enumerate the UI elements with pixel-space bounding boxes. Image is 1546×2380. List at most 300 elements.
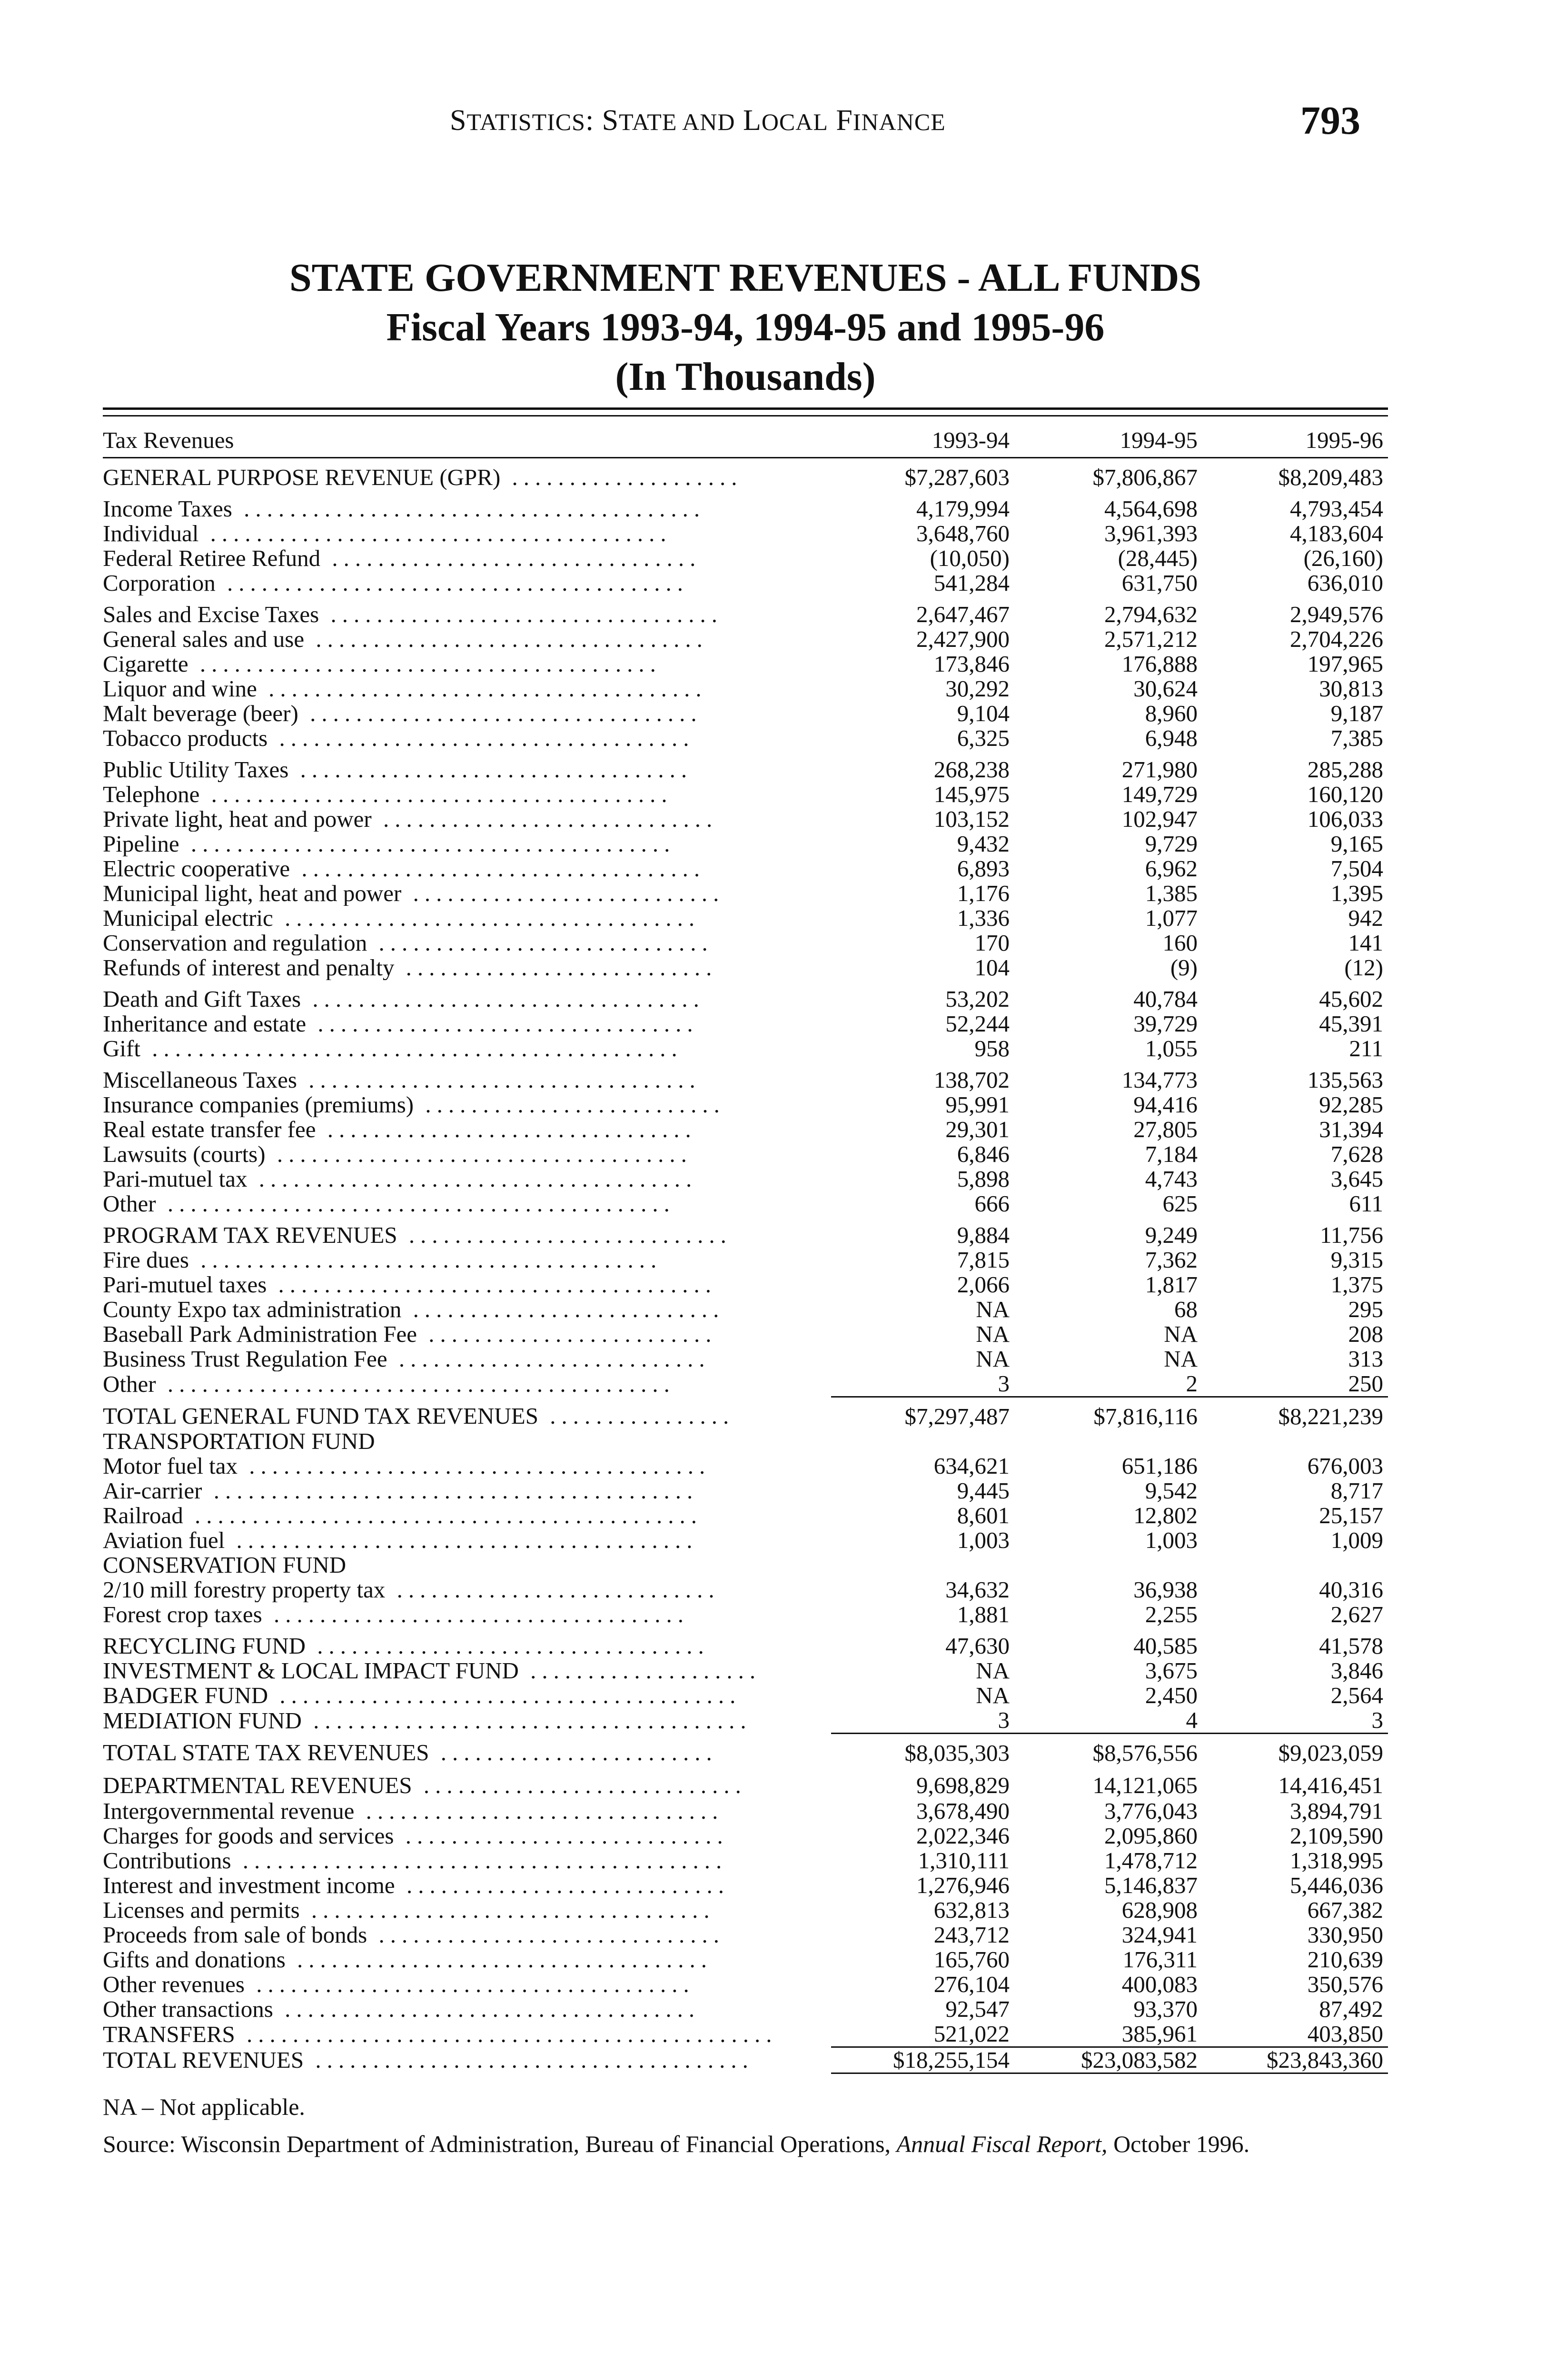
row-value-1993-94: 6,846: [957, 1141, 1010, 1167]
table-row: [103, 1708, 1388, 1734]
row-value-1993-94: $8,035,303: [904, 1740, 1010, 1766]
row-value-1994-95: 625: [1162, 1190, 1198, 1217]
row-value-1993-94: 138,702: [933, 1067, 1010, 1093]
row-value-1995-96: 942: [1348, 905, 1383, 931]
leader-dots: ...........................: [394, 955, 718, 980]
table-row: [103, 521, 1388, 546]
row-value-1995-96: 2,109,590: [1290, 1823, 1383, 1849]
row-value-1995-96: 3: [1198, 1708, 1388, 1734]
row-label-text: Forest crop taxes: [103, 1602, 262, 1627]
row-value-1994-95: 2,794,632: [1104, 601, 1198, 627]
table-row: [103, 1528, 1388, 1553]
row-value-1993-94: 34,632: [945, 1577, 1010, 1603]
table-row: [103, 1848, 1388, 1873]
row-value-1994-95: 631,750: [1121, 570, 1198, 596]
row-value-1995-96: 7,385: [1330, 725, 1383, 751]
row-value-1994-95: $23,083,582: [1010, 2047, 1198, 2073]
row-label: [103, 701, 831, 726]
row-value-1993-94: 9,884: [957, 1222, 1010, 1248]
column-header-year: 1993-94: [831, 424, 1010, 458]
title-line-1: STATE GOVERNMENT REVENUES - ALL FUNDS: [289, 256, 1202, 300]
row-value-1994-95: 324,941: [1121, 1922, 1198, 1948]
table-row: [103, 546, 1388, 571]
leader-dots: ..................................: [304, 627, 708, 652]
row-label-text: Business Trust Regulation Fee: [103, 1347, 387, 1371]
row-value-1994-95: 176,888: [1121, 651, 1198, 677]
row-label: [103, 1873, 831, 1898]
running-head-part: F: [828, 104, 853, 137]
leader-dots: ...........................: [387, 1347, 711, 1371]
row-value-1995-96: 4,793,454: [1290, 496, 1383, 522]
row-value-1994-95: 4: [1010, 1708, 1198, 1734]
row-label-text: TOTAL STATE TAX REVENUES: [103, 1739, 429, 1765]
leader-dots: ....................: [518, 1658, 762, 1683]
row-value-1993-94: [831, 1429, 1010, 1454]
row-label: [103, 1012, 831, 1036]
row-label: [103, 931, 831, 955]
row-value-1995-96: (12): [1344, 954, 1383, 981]
row-label-text: Public Utility Taxes: [103, 756, 289, 782]
table-row: [103, 1972, 1388, 1997]
running-head: [450, 104, 946, 138]
column-header-year: 1994-95: [1010, 424, 1198, 458]
row-value-1995-96: 611: [1349, 1190, 1383, 1217]
row-value-1995-96: 1,318,995: [1290, 1847, 1383, 1874]
row-value-1993-94: 170: [974, 930, 1010, 956]
row-value-1994-95: NA: [1164, 1346, 1198, 1372]
row-label-text: Other: [103, 1371, 156, 1397]
row-value-1995-96: [1198, 1553, 1388, 1577]
row-value-1995-96: 8,717: [1330, 1478, 1383, 1504]
source-title: Annual Fiscal Report,: [896, 2131, 1108, 2157]
row-label: [103, 1528, 831, 1553]
running-head-part: TATISTICS: [466, 109, 585, 135]
row-value-1994-95: 39,729: [1133, 1011, 1198, 1037]
row-label: [103, 1848, 831, 1873]
row-value-1993-94: 104: [974, 954, 1010, 981]
table-row: [103, 906, 1388, 931]
row-label: [103, 1947, 831, 1972]
row-value-1993-94: 6,893: [957, 855, 1010, 882]
row-value-1994-95: 134,773: [1121, 1067, 1198, 1093]
row-label-text: Refunds of interest and penalty: [103, 955, 395, 980]
leader-dots: ...........................: [401, 881, 725, 906]
row-label-text: Sales and Excise Taxes: [103, 601, 319, 627]
table-row: [103, 980, 1388, 1012]
table-row: [103, 807, 1388, 832]
row-label-text: Real estate transfer fee: [103, 1117, 316, 1142]
row-value-1995-96: 210,639: [1307, 1946, 1383, 1973]
table-row: [103, 1371, 1388, 1397]
row-label: [103, 595, 831, 627]
row-value-1994-95: 1,003: [1145, 1527, 1198, 1553]
row-label: [103, 1092, 831, 1117]
table-row: [103, 881, 1388, 906]
row-value-1995-96: $8,209,483: [1278, 464, 1383, 490]
row-value-1995-96: 40,316: [1319, 1577, 1383, 1603]
table-row: [103, 701, 1388, 726]
table-row: [103, 782, 1388, 807]
row-value-1994-95: 2,571,212: [1104, 626, 1198, 652]
leader-dots: ................: [538, 1403, 735, 1429]
row-value-1993-94: 1,310,111: [918, 1847, 1010, 1874]
row-value-1994-95: [1010, 1429, 1198, 1454]
page-number: 793: [1300, 99, 1360, 143]
row-label-text: Railroad: [103, 1503, 183, 1528]
row-value-1993-94: NA: [976, 1296, 1010, 1322]
source-prefix: Source: Wisconsin Department of Administration, Bureau of Financial Operations,: [103, 2131, 897, 2157]
row-value-1993-94: 2,427,900: [916, 626, 1010, 652]
row-value-1994-95: 2,095,860: [1104, 1823, 1198, 1849]
leader-dots: ................................: [316, 1117, 697, 1142]
row-label-text: Conservation and regulation: [103, 931, 367, 955]
row-label: [103, 2047, 831, 2073]
leader-dots: ........................................: [232, 496, 706, 521]
row-label: [103, 1322, 831, 1347]
table-row: [103, 1824, 1388, 1848]
row-label: [103, 1167, 831, 1191]
row-value-1994-95: 9,249: [1145, 1222, 1198, 1248]
table-row: [103, 832, 1388, 856]
table-row: [103, 1577, 1388, 1602]
row-value-1993-94: 52,244: [945, 1011, 1010, 1037]
row-value-1994-95: $7,806,867: [1092, 464, 1198, 490]
row-value-1993-94: 632,813: [933, 1897, 1010, 1923]
leader-dots: ...............................: [354, 1799, 724, 1824]
table-row: [103, 2022, 1388, 2047]
leader-dots: ............................: [385, 1577, 720, 1602]
row-value-1995-96: 9,315: [1330, 1247, 1383, 1273]
row-value-1995-96: 45,391: [1319, 1011, 1383, 1037]
row-value-1993-94: 634,621: [933, 1453, 1010, 1479]
row-value-1994-95: 5,146,837: [1104, 1872, 1198, 1898]
row-value-1995-96: [1198, 1429, 1388, 1454]
row-label-text: Death and Gift Taxes: [103, 986, 301, 1012]
row-value-1994-95: 14,121,065: [1092, 1772, 1198, 1798]
row-label-text: 2/10 mill forestry property tax: [103, 1577, 386, 1602]
row-label: [103, 782, 831, 807]
row-value-1995-96: 11,756: [1320, 1222, 1383, 1248]
row-value-1995-96: 45,602: [1319, 986, 1383, 1012]
row-label-text: Municipal electric: [103, 906, 273, 931]
leader-dots: ..................................: [301, 986, 705, 1012]
row-label: [103, 1683, 831, 1708]
row-label: [103, 881, 831, 906]
row-value-1994-95: 628,908: [1121, 1897, 1198, 1923]
row-label: [103, 856, 831, 881]
row-value-1994-95: 2: [1010, 1371, 1198, 1397]
row-label-text: Miscellaneous Taxes: [103, 1067, 297, 1092]
row-label: [103, 1602, 831, 1627]
column-header-year: 1995-96: [1198, 424, 1388, 458]
row-value-1993-94: 2,066: [957, 1271, 1010, 1298]
row-label-text: MEDIATION FUND: [103, 1708, 302, 1734]
title-line-3: (In Thousands): [615, 355, 876, 399]
running-head-part: OCAL: [761, 109, 828, 135]
leader-dots: .........................: [417, 1322, 717, 1347]
row-value-1994-95: 12,802: [1133, 1502, 1198, 1528]
leader-dots: ........................: [429, 1739, 718, 1765]
table-row: [103, 1347, 1388, 1371]
row-value-1995-96: 1,375: [1330, 1271, 1383, 1298]
row-value-1995-96: 160,120: [1307, 781, 1383, 807]
table-row: [103, 1553, 1388, 1577]
row-value-1994-95: 102,947: [1121, 806, 1198, 832]
row-value-1993-94: 1,276,946: [916, 1872, 1010, 1898]
row-label-text: Other transactions: [103, 1997, 273, 2022]
table-row: [103, 571, 1388, 595]
running-head-part: INANCE: [852, 109, 946, 135]
row-value-1995-96: 135,563: [1307, 1067, 1383, 1093]
row-value-1993-94: 276,104: [933, 1971, 1010, 1997]
leader-dots: ............................: [394, 1824, 729, 1848]
row-value-1995-96: 403,850: [1198, 2022, 1388, 2047]
row-value-1995-96: 2,627: [1330, 1601, 1383, 1627]
row-value-1993-94: NA: [976, 1657, 1010, 1684]
row-label: [103, 521, 831, 546]
row-value-1993-94: 541,284: [933, 570, 1010, 596]
row-label: [103, 1216, 831, 1248]
row-label-text: TRANSFERS: [103, 2022, 235, 2047]
row-value-1995-96: (26,160): [1303, 545, 1383, 571]
row-value-1994-95: 271,980: [1121, 756, 1198, 783]
row-value-1995-96: 676,003: [1307, 1453, 1383, 1479]
row-value-1994-95: 93,370: [1133, 1996, 1198, 2022]
row-label-text: General sales and use: [103, 627, 305, 652]
row-value-1995-96: 31,394: [1319, 1116, 1383, 1142]
leader-dots: ....................: [500, 464, 743, 490]
row-value-1993-94: $7,287,603: [904, 464, 1010, 490]
row-label-text: Individual: [103, 521, 199, 546]
row-value-1994-95: 36,938: [1133, 1577, 1198, 1603]
row-label-text: Telephone: [103, 782, 200, 807]
row-value-1993-94: 173,846: [933, 651, 1010, 677]
row-label: [103, 1923, 831, 1947]
row-label: [103, 1503, 831, 1528]
row-label-text: Tobacco products: [103, 726, 268, 751]
table-row: [103, 856, 1388, 881]
row-label-text: Motor fuel tax: [103, 1454, 238, 1478]
row-value-1993-94: 8,601: [957, 1502, 1010, 1528]
table-row: [103, 1272, 1388, 1297]
row-label-text: BADGER FUND: [103, 1683, 268, 1708]
row-label-text: INVESTMENT & LOCAL IMPACT FUND: [103, 1658, 519, 1683]
row-value-1993-94: 3: [831, 1371, 1010, 1397]
row-value-1994-95: 400,083: [1121, 1971, 1198, 1997]
row-value-1994-95: [1010, 1553, 1198, 1577]
leader-dots: ........................................: [199, 782, 673, 807]
row-value-1994-95: 1,478,712: [1104, 1847, 1198, 1874]
row-label: [103, 546, 831, 571]
leader-dots: ..........................................: [231, 1848, 728, 1873]
row-label-text: Federal Retiree Refund: [103, 546, 321, 571]
table-row: [103, 595, 1388, 627]
row-value-1993-94: 165,760: [933, 1946, 1010, 1973]
row-label-text: Charges for goods and services: [103, 1824, 394, 1848]
row-value-1993-94: 243,712: [933, 1922, 1010, 1948]
leader-dots: ....................................: [273, 1997, 701, 2022]
row-label: [103, 1658, 831, 1683]
table-row: [103, 1036, 1388, 1061]
row-label: [103, 1429, 831, 1454]
row-label: [103, 490, 831, 521]
row-value-1995-96: 208: [1348, 1321, 1383, 1347]
table-title: [103, 253, 1388, 402]
leader-dots: ......................................: [267, 1272, 717, 1297]
leader-dots: ...................................: [299, 1898, 715, 1923]
row-value-1995-96: $8,221,239: [1278, 1403, 1383, 1429]
row-value-1994-95: 3,961,393: [1104, 520, 1198, 546]
leader-dots: ........................................: [189, 1248, 663, 1272]
table-row: [103, 955, 1388, 980]
row-value-1994-95: 30,624: [1133, 675, 1198, 702]
row-label: [103, 980, 831, 1012]
table-row: [103, 1061, 1388, 1092]
row-label-text: RECYCLING FUND: [103, 1633, 306, 1658]
row-value-1995-96: 197,965: [1307, 651, 1383, 677]
row-value-1993-94: 521,022: [831, 2022, 1010, 2047]
row-value-1995-96: 7,628: [1330, 1141, 1383, 1167]
leader-dots: ....................................: [285, 1947, 713, 1972]
row-label-text: DEPARTMENTAL REVENUES: [103, 1772, 412, 1798]
leader-dots: ..........................................: [179, 832, 676, 856]
leader-dots: ............................: [412, 1772, 747, 1798]
row-value-1994-95: 9,542: [1145, 1478, 1198, 1504]
row-value-1993-94: 103,152: [933, 806, 1010, 832]
row-value-1995-96: 285,288: [1307, 756, 1383, 783]
table-row: [103, 1799, 1388, 1824]
leader-dots: ........................................: [215, 571, 689, 595]
row-value-1995-96: 41,578: [1319, 1633, 1383, 1659]
row-label: [103, 458, 831, 490]
row-value-1995-96: 2,564: [1330, 1682, 1383, 1708]
row-label-text: Baseball Park Administration Fee: [103, 1322, 417, 1347]
leader-dots: ..............................................: [140, 1036, 683, 1061]
row-label: [103, 1708, 831, 1734]
row-label-text: Air-carrier: [103, 1478, 202, 1503]
row-value-1995-96: 295: [1348, 1296, 1383, 1322]
leader-dots: ......................................: [244, 1972, 695, 1997]
row-label-text: Inheritance and estate: [103, 1012, 307, 1036]
row-value-1995-96: 3,894,791: [1290, 1798, 1383, 1824]
leader-dots: ............................................: [183, 1503, 703, 1528]
row-value-1993-94: 4,179,994: [916, 496, 1010, 522]
row-label-text: Income Taxes: [103, 496, 232, 521]
table-row: [103, 1322, 1388, 1347]
row-label: [103, 751, 831, 782]
leader-dots: ..................................: [306, 1633, 710, 1658]
row-value-1993-94: 6,325: [957, 725, 1010, 751]
leader-dots: ....................................: [262, 1602, 689, 1627]
leader-dots: .................................: [306, 1012, 699, 1036]
row-value-1994-95: 7,362: [1145, 1247, 1198, 1273]
row-value-1993-94: 1,003: [957, 1527, 1010, 1553]
leader-dots: ....................................: [265, 1142, 693, 1167]
row-value-1995-96: 211: [1349, 1035, 1383, 1061]
table-row: [103, 1216, 1388, 1248]
leader-dots: ..................................: [298, 701, 703, 726]
leader-dots: ....................................: [273, 906, 701, 931]
leader-dots: ..................................: [319, 601, 723, 627]
row-value-1993-94: 5,898: [957, 1166, 1010, 1192]
table-row: [103, 1503, 1388, 1528]
row-label-text: Gift: [103, 1036, 140, 1061]
top-rule-thick: [103, 407, 1388, 410]
running-head-part: S: [450, 104, 467, 137]
row-label: [103, 1478, 831, 1503]
leader-dots: ..............................: [367, 1923, 725, 1947]
row-label: [103, 1297, 831, 1322]
row-value-1993-94: 2,647,467: [916, 601, 1010, 627]
row-value-1993-94: 1,336: [957, 905, 1010, 931]
row-value-1995-96: 2,704,226: [1290, 626, 1383, 652]
row-label-text: Pari-mutuel taxes: [103, 1272, 267, 1297]
row-label-text: Lawsuits (courts): [103, 1142, 266, 1167]
row-value-1993-94: 47,630: [945, 1633, 1010, 1659]
footnote-source: [103, 2130, 1249, 2158]
leader-dots: ..................................: [288, 756, 693, 782]
row-value-1994-95: 385,961: [1010, 2022, 1198, 2047]
table-row: [103, 1092, 1388, 1117]
source-suffix: October 1996.: [1107, 2131, 1250, 2157]
row-label: [103, 832, 831, 856]
row-value-1993-94: 92,547: [945, 1996, 1010, 2022]
row-value-1994-95: 149,729: [1121, 781, 1198, 807]
row-value-1995-96: 87,492: [1319, 1996, 1383, 2022]
row-label: [103, 1142, 831, 1167]
leader-dots: ..................................: [297, 1067, 701, 1092]
leader-dots: ........................................: [268, 1683, 742, 1708]
table-row: [103, 1297, 1388, 1322]
table-row: [103, 1873, 1388, 1898]
leader-dots: ...................................: [290, 856, 706, 881]
row-label: [103, 2022, 831, 2047]
leader-dots: ................................: [320, 546, 702, 571]
row-label-text: Aviation fuel: [103, 1528, 225, 1553]
table-row: [103, 652, 1388, 676]
row-value-1993-94: 3: [831, 1708, 1010, 1734]
row-label-text: CONSERVATION FUND: [103, 1553, 347, 1577]
running-head-part: TATE AND: [619, 109, 735, 135]
row-value-1993-94: NA: [976, 1346, 1010, 1372]
leader-dots: ......................................: [257, 676, 707, 701]
row-value-1993-94: 29,301: [945, 1116, 1010, 1142]
table-row: [103, 751, 1388, 782]
row-value-1994-95: 1,817: [1145, 1271, 1198, 1298]
row-label-text: TOTAL GENERAL FUND TAX REVENUES: [103, 1403, 538, 1429]
row-value-1993-94: 9,104: [957, 700, 1010, 726]
row-value-1993-94: 3,648,760: [916, 520, 1010, 546]
row-label: [103, 676, 831, 701]
row-value-1994-95: (9): [1170, 954, 1198, 981]
table-row: [103, 2047, 1388, 2073]
row-value-1993-94: NA: [976, 1682, 1010, 1708]
row-value-1993-94: 95,991: [945, 1091, 1010, 1118]
row-value-1995-96: 330,950: [1307, 1922, 1383, 1948]
row-label: [103, 1454, 831, 1478]
row-label: [103, 1824, 831, 1848]
table-header-row: [103, 424, 1388, 458]
table-row: [103, 1997, 1388, 2022]
table-row: [103, 1012, 1388, 1036]
running-head-part: : S: [585, 104, 619, 137]
row-label: [103, 726, 831, 751]
row-value-1993-94: 30,292: [945, 675, 1010, 702]
leader-dots: ........................................: [225, 1528, 698, 1553]
row-value-1993-94: 3,678,490: [916, 1798, 1010, 1824]
row-value-1993-94: 666: [974, 1190, 1010, 1217]
row-value-1995-96: $23,843,360: [1198, 2047, 1388, 2073]
